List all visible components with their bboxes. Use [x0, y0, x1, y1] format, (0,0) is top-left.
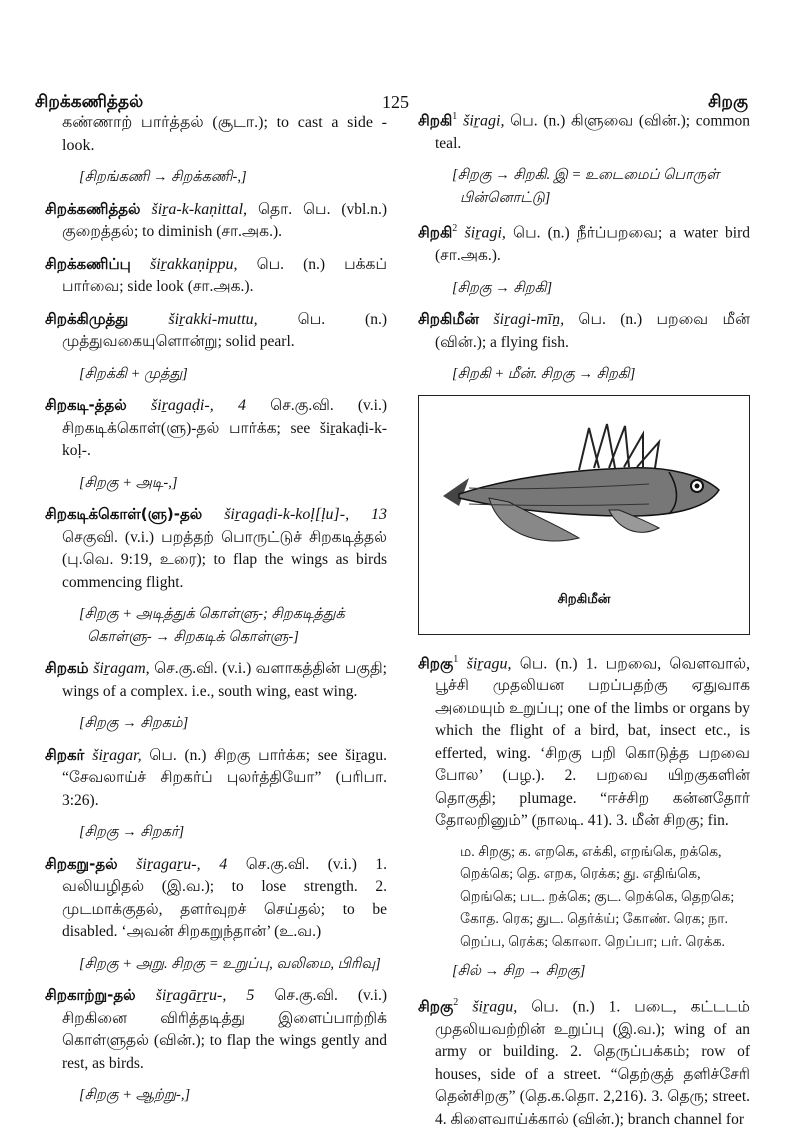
etymology: [சிறகு → சிறகம்] [79, 715, 189, 731]
etymology: [சிறகு → சிறகர்] [79, 824, 185, 840]
dictionary-entry [418, 308, 750, 354]
definition: செ.கு.வி. (v.i.) வளாகத்தின் பகுதி; wings of a complex. i.e., south wing, east wing. [62, 660, 387, 700]
dictionary-entry [418, 992, 750, 1131]
headword: சிறகிமீன் [418, 310, 479, 329]
etymology: [சிறங்கணி → சிறக்கணி-,] [79, 169, 247, 185]
headword: சிறகறு-தல் [45, 854, 118, 873]
homograph-number: 2 [453, 996, 459, 1008]
definition: பெ. (n.) முத்துவகையுளொன்று; solid pearl. [62, 310, 388, 350]
definition-continued: கண்ணாற் பார்த்தல் (சூடா.); to cast a side - look. [62, 114, 387, 154]
definition: செகுவி. (v.i.) பறத்தற் பொருட்டுச் சிறகடித்தல் (பு.வெ. 9:19, உரை); to flap the wings as birds commencing flight. [62, 528, 387, 591]
transliteration: šiṟagaḍi-k-koḷ[ḷu]-, 13 [224, 506, 387, 523]
dictionary-entry [45, 853, 387, 944]
flying-fish-illustration [429, 418, 739, 568]
headword: சிறக்கணித்தல் [45, 199, 141, 218]
dictionary-entry [418, 649, 750, 833]
dictionary-entry [418, 106, 750, 155]
transliteration: šiṟagu, [472, 998, 518, 1016]
definition: பெ. (n.) பக்கப் பார்வை; side look (சா.அக.). [62, 255, 387, 295]
etymology: [சிறகு + அடி-,] [79, 474, 178, 491]
page-number: 125 [382, 92, 409, 112]
dictionary-entry [418, 218, 750, 267]
right-column [418, 106, 750, 1140]
etymology: [சிறகு + அடித்துக் கொள்ளு-; சிறகடித்துக் கொள்ளு- → சிறகடிக் கொள்ளு-] [79, 606, 345, 645]
etymology: [சிறகு → சிறகி] [452, 279, 553, 296]
etymology: [சிறகு + அறு. சிறகு = உறுப்பு, வலிமை, பிரிவு] [79, 955, 381, 972]
definition: செ.கு.வி. (v.i.) 1. வலியழிதல் (இ.வ.); to lose strength. 2. முடமாக்குதல், தளர்வுறச் செய்தல்; to be disabled. ‘அவன் சிறகறுந்தான்’ (உ.வ.) [62, 855, 387, 940]
homograph-number: 1 [453, 653, 459, 665]
etymology: [சிறகு + ஆற்று-,] [79, 1087, 191, 1103]
definition: பெ. (n.) 1. படை, கட்டடம் முதலியவற்றின் உறுப்பு (இ.வ.); wing of an army or building. 2. தெருப்பக்கம்; row of houses, side of a street. “தெற்குத் தளிச்சேரி தென்சிறகு” (தெ.க.தொ. 2,216). 3. தெரு; street. 4. கிளைவாய்க்கால் (வின்.); branch channel for [435, 998, 750, 1128]
dictionary-entry [45, 503, 387, 594]
homograph-number: 1 [452, 111, 458, 122]
headword: சிறகடி-த்தல் [45, 396, 127, 414]
etymology: [சில் → சிற → சிறகு] [452, 963, 586, 980]
transliteration: šiṟagu, [466, 654, 512, 672]
definition: பெ. (n.) சிறகு பார்க்க; see šiṟagu. “சேவலாய்ச் சிறகர்ப் புலர்த்தியோ” (பரிபா. 3:26). [62, 746, 387, 809]
transliteration: šiṟagaṟu-, 4 [136, 855, 228, 873]
headword: சிறகம் [45, 659, 89, 677]
definition: பெ. (n.) கிளுவை (வின்.); common teal. [435, 112, 751, 152]
dictionary-entry [45, 394, 387, 463]
transliteration: šiṟakki-muttu, [168, 310, 258, 328]
headword: சிறக்கணிப்பு [45, 254, 131, 273]
dictionary-entry [45, 308, 387, 354]
etymology: [சிறகி + மீன். சிறகு → சிறகி] [452, 366, 636, 383]
transliteration: šiṟagaḍi-, 4 [151, 397, 246, 414]
transliteration: šiṟagi-mīṉ, [493, 311, 565, 329]
etymology: [சிறக்கி + முத்து] [79, 365, 188, 382]
homograph-number: 2 [452, 223, 458, 235]
headword: சிறகி [418, 223, 453, 242]
transliteration: šiṟa-k-kaṇittal, [151, 200, 248, 218]
headword: சிறகு [418, 653, 454, 672]
figure-caption: சிறகிமீன் [557, 592, 611, 608]
definition: பெ. (n.) பறவை மீன் (வின்.); a flying fish. [435, 311, 750, 351]
transliteration: šiṟakkaṇippu, [149, 255, 238, 273]
headword: சிறகடிக்கொள்(ளு)-தல் [45, 505, 203, 523]
headword: சிறகு [418, 997, 454, 1016]
definition: பெ. (n.) நீர்ப்பறவை; a water bird (சா.அக.). [435, 224, 750, 265]
definition: தொ. பெ. (vbl.n.) குறைத்தல்; to diminish (சா.அக.). [62, 200, 387, 240]
dictionary-entry [45, 253, 387, 299]
running-head-right: சிறகு [708, 92, 748, 112]
definition: செ.கு.வி. (v.i.) சிறகினை விரித்தடித்து இளைப்பாற்றிக் கொள்ளுதல் (வின்.); to flap the wings gently and rest, as birds. [62, 987, 387, 1072]
dictionary-entry [45, 198, 387, 244]
dictionary-entry [45, 744, 387, 813]
dictionary-entry [45, 984, 387, 1075]
transliteration: šiṟagi, [463, 112, 505, 130]
running-head-left: சிறக்கணித்தல் [35, 92, 144, 112]
transliteration: šiṟagāṟṟu-, 5 [155, 987, 255, 1004]
figure-flying-fish [418, 395, 750, 635]
dictionary-entry [45, 657, 387, 703]
headword: சிறக்கிமுத்து [45, 309, 129, 328]
headword: சிறகாற்று-தல் [45, 986, 136, 1004]
transliteration: šiṟagam, [93, 660, 150, 677]
left-column [45, 112, 387, 1116]
transliteration: šiṟagi, [464, 224, 506, 242]
definition: பெ. (n.) 1. பறவை, வெளவால், பூச்சி முதலியன பறப்பதற்கு ஏதுவாக அமையும் உறுப்பு; one of the limbs or organs by which the flight of a bird, bat, insect etc., is efferted, wing. ‘சிறகு பறி கொடுத்த பறவை போல’ (பழ.). 2. பறவை யிறகுகளின் தொகுதி; plumage. “ஈச்சிற கன்னதோர் தோலறினும்” (நாலடி. 41). 3. மீன் சிறகு; fin. [435, 654, 750, 830]
etymology: [சிறகு → சிறகி. இ = உடைமைப் பொருள் பின்னொட்டு] [452, 167, 720, 206]
cognates: ம. சிறகு; க. எறகெ, எக்கி, எறங்கெ, றக்கெ, றெக்கெ; தெ. எறக, ரெக்க; து. எதிங்கெ, றெங்கெ; பட. றக்கெ; குட. றெக்கெ, தெறகெ; கோத. ரெக; துட. தெர்க்ய்; கோண். ரெக; நா. றெப்ப, ரெக்க; கொலா. றெப்பா; பர். ரெக்க. [460, 844, 735, 950]
headword: சிறகர் [45, 745, 85, 764]
transliteration: šiṟagar, [92, 746, 142, 764]
headword: சிறகி [418, 111, 453, 130]
definition: செ.கு.வி. (v.i.) சிறகடிக்கொள்(ளு)-தல் பார்க்க; see šiṟakaḍi-k-koḷ-. [62, 397, 388, 459]
